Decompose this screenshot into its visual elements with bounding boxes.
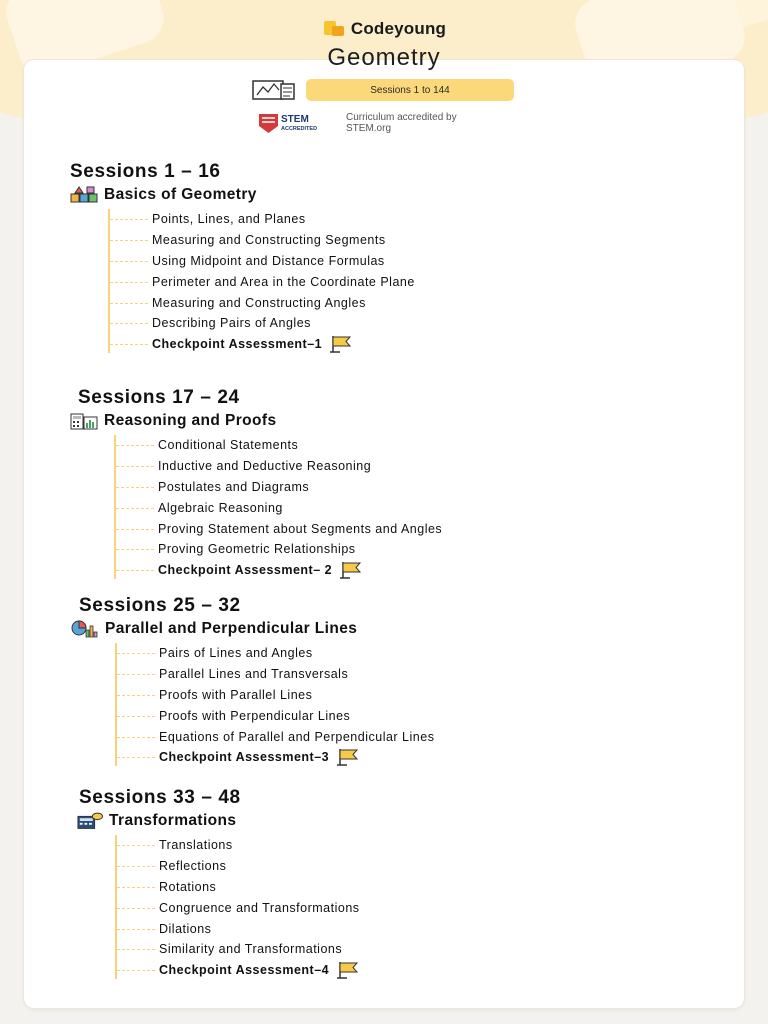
brand xyxy=(0,19,768,39)
page-title: Geometry xyxy=(327,44,441,71)
topic-label: Reasoning and Proofs xyxy=(104,412,277,429)
session-range-heading: Sessions 1 – 16 xyxy=(70,161,221,182)
session-block-2 xyxy=(78,386,442,581)
checkpoint-label: Checkpoint Assessment–3 xyxy=(159,750,330,765)
pie-bar-chart-icon xyxy=(71,620,99,638)
page-header xyxy=(0,0,768,150)
list-item: Using Midpoint and Distance Formulas xyxy=(108,251,415,272)
checkpoint-label: Checkpoint Assessment– 2 xyxy=(158,563,333,578)
list-item: Measuring and Constructing Segments xyxy=(108,230,415,251)
codeyoung-logo-icon xyxy=(322,20,346,38)
topic-title xyxy=(70,184,415,206)
checkpoint-label: Checkpoint Assessment–4 xyxy=(159,963,330,978)
topic-label: Transformations xyxy=(109,812,237,829)
geometry-blocks-icon xyxy=(70,186,98,204)
session-block-3 xyxy=(79,594,434,768)
session-range-heading: Sessions 17 – 24 xyxy=(78,387,240,408)
list-item: Algebraic Reasoning xyxy=(114,497,442,518)
list-item: Proofs with Perpendicular Lines xyxy=(115,705,434,726)
blueprint-icon xyxy=(252,78,296,102)
flag-icon xyxy=(340,561,364,579)
topic-title xyxy=(71,618,434,640)
brand-name: Codeyoung xyxy=(350,19,447,38)
accreditation-line2: STEM.org xyxy=(346,123,392,134)
flag-icon xyxy=(330,335,354,353)
session-block-1 xyxy=(70,160,415,355)
list-item: Measuring and Constructing Angles xyxy=(108,292,415,313)
checkpoint-item xyxy=(114,560,442,581)
session-list xyxy=(108,209,415,355)
session-range-heading: Sessions 25 – 32 xyxy=(79,595,241,616)
list-item: Translations xyxy=(115,835,361,856)
sessions-pill: Sessions 1 to 144 xyxy=(306,79,514,101)
flag-icon xyxy=(337,748,361,766)
topic-label: Parallel and Perpendicular Lines xyxy=(105,620,358,637)
list-item: Postulates and Diagrams xyxy=(114,477,442,498)
list-item: Describing Pairs of Angles xyxy=(108,313,415,334)
topic-title xyxy=(70,410,442,432)
list-item: Reflections xyxy=(115,856,361,877)
flag-icon xyxy=(337,961,361,979)
accreditation-text xyxy=(346,112,457,134)
list-item: Parallel Lines and Transversals xyxy=(115,664,434,685)
checkpoint-item xyxy=(108,334,415,355)
list-item: Rotations xyxy=(115,877,361,898)
session-list xyxy=(115,835,361,981)
list-item: Dilations xyxy=(115,918,361,939)
list-item: Points, Lines, and Planes xyxy=(108,209,415,230)
session-block-4 xyxy=(79,786,361,981)
list-item: Equations of Parallel and Perpendicular Lines xyxy=(115,726,434,747)
list-item: Proving Geometric Relationships xyxy=(114,539,442,560)
sessions-row xyxy=(252,78,514,102)
list-item: Proving Statement about Segments and Angles xyxy=(114,518,442,539)
stem-badge-bottom: ACCREDITED xyxy=(281,126,318,132)
checkpoint-item xyxy=(115,960,361,981)
checkpoint-item xyxy=(115,747,434,768)
list-item: Similarity and Transformations xyxy=(115,939,361,960)
accreditation-line1: Curriculum accredited by xyxy=(346,112,457,123)
list-item: Pairs of Lines and Angles xyxy=(115,643,434,664)
session-list xyxy=(114,435,442,581)
list-item: Congruence and Transformations xyxy=(115,897,361,918)
list-item: Conditional Statements xyxy=(114,435,442,456)
session-list xyxy=(115,643,434,768)
calculator-bubble-icon xyxy=(77,812,103,830)
checkpoint-label: Checkpoint Assessment–1 xyxy=(152,337,323,352)
topic-title xyxy=(77,810,361,832)
stem-badge-top: STEM xyxy=(281,114,309,125)
accreditation xyxy=(258,112,457,134)
stem-badge-icon xyxy=(258,112,338,134)
list-item: Inductive and Deductive Reasoning xyxy=(114,456,442,477)
list-item: Proofs with Parallel Lines xyxy=(115,685,434,706)
topic-label: Basics of Geometry xyxy=(104,186,257,203)
list-item: Perimeter and Area in the Coordinate Plane xyxy=(108,271,415,292)
calculator-chart-icon xyxy=(70,412,98,430)
session-range-heading: Sessions 33 – 48 xyxy=(79,787,241,808)
